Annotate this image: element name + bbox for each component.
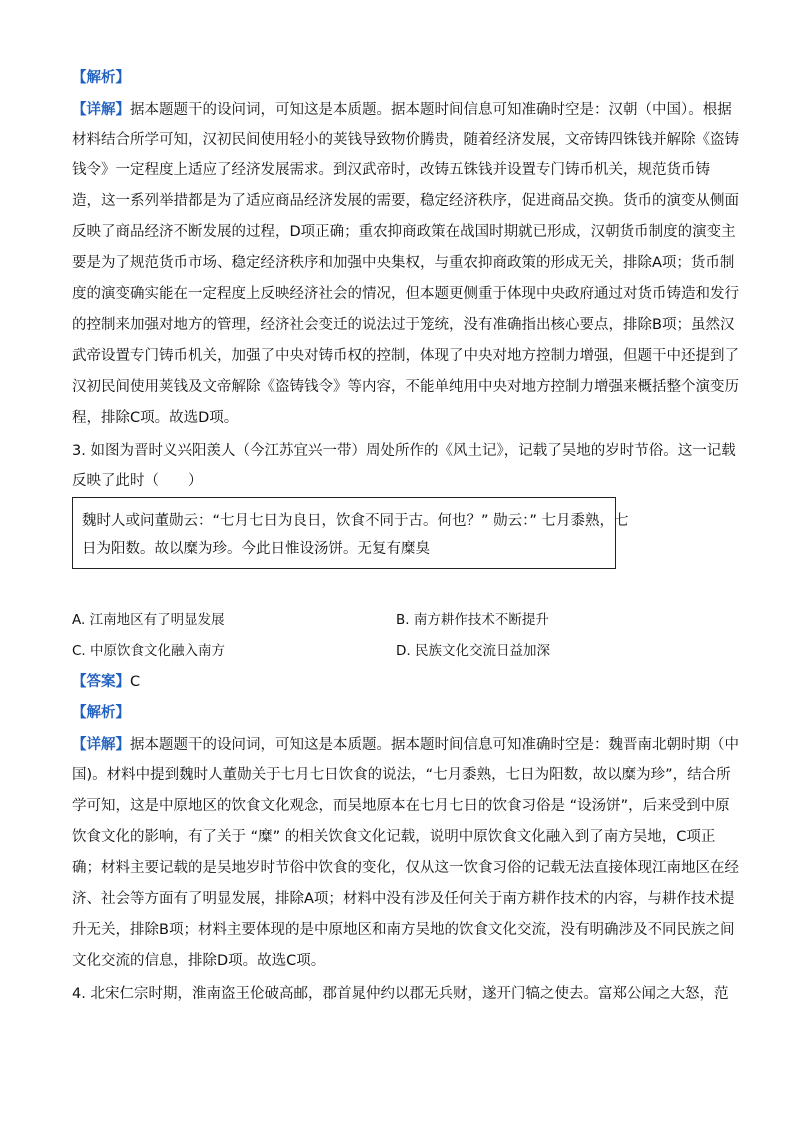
- detail-line: 国)。材料中提到魏时人董勋关于七月七日饮食的说法，“七月黍熟，七日为阳数，故以糜为珍”，结合所: [72, 767, 731, 783]
- option-b[interactable]: B. 南方耕作技术不断提升: [396, 612, 549, 628]
- source-quote-box: [72, 497, 629, 569]
- question-stem: 反映了此时（ ）: [72, 473, 203, 489]
- detail-line: 济、社会等方面有了明显发展，排除A项；材料中没有涉及任何关于南方耕作技术的内容，与耕作技术提: [72, 891, 735, 907]
- detail-line: [72, 100, 732, 120]
- detail-text: 据本题题干的设问词，可知这是本质题。据本题时间信息可知准确时空是：魏晋南北朝时期（中: [130, 737, 739, 753]
- detail-line: 程，排除C项。故选D项。: [72, 410, 239, 426]
- option-c[interactable]: C. 中原饮食文化融入南方: [72, 643, 226, 659]
- detail-line: 材料结合所学可知，汉初民间使用轻小的荚钱导致物价腾贵，随着经济发展，文帝铸四铢钱并解除《盗铸: [72, 132, 739, 148]
- detail-line: 饮食文化的影响，有了关于 “糜” 的相关饮食文化记载，说明中原饮食文化融入到了南方吴地，C项正: [72, 829, 716, 845]
- answer-value: C: [130, 674, 141, 690]
- quote-line: 魏时人或问董勋云：“七月七日为良日，饮食不同于古。何也？” 勋云：” 七月黍熟，七: [82, 513, 629, 529]
- question-stem: 3. 如图为晋时义兴阳羡人（今江苏宜兴一带）周处所作的《风土记》，记载了吴地的岁时节俗。这一记载: [72, 443, 736, 459]
- detail-line: 反映了商品经济不断发展的过程，D项正确；重农抑商政策在战国时期就已形成，汉朝货币制度的演变主: [72, 224, 736, 240]
- option-d[interactable]: D. 民族文化交流日益加深: [396, 643, 550, 659]
- answer-label: 【答案】: [72, 674, 130, 690]
- detail-line: 钱令》一定程度上适应了经济发展需求。到汉武帝时，改铸五铢钱并设置专门铸币机关，规范货币铸: [72, 162, 710, 178]
- detail-line: 造，这一系列举措都是为了适应商品经济发展的需要，稳定经济秩序，促进商品交换。货币的演变从侧面: [72, 193, 739, 209]
- detail-line: 要是为了规范货币市场、稳定经济秩序和加强中央集权，与重农抑商政策的形成无关，排除A项；货币制: [72, 255, 735, 271]
- detail-line: 度的演变确实能在一定程度上反映经济社会的情况，但本题更侧重于体现中央政府通过对货币铸造和发行: [72, 286, 739, 302]
- detail-text: 据本题题干的设问词，可知这是本质题。据本题时间信息可知准确时空是：汉朝（中国）。根据: [130, 102, 732, 118]
- detail-line: 武帝设置专门铸币机关，加强了中央对铸币权的控制，体现了中央对地方控制力增强，但题干中还提到了: [72, 348, 739, 364]
- detail-tag: 【详解】: [72, 102, 130, 118]
- detail-line: 文化交流的信息，排除D项。故选C项。: [72, 953, 326, 969]
- analysis-label: 【解析】: [72, 705, 130, 721]
- detail-line: 汉初民间使用荚钱及文帝解除《盗铸钱令》等内容，不能单纯用中央对地方控制力增强来概括整个演变历: [72, 379, 739, 395]
- detail-line: 升无关，排除B项；材料主要体现的是中原地区和南方吴地的饮食文化交流，没有明确涉及不同民族之间: [72, 922, 735, 938]
- detail-line: 学可知，这是中原地区的饮食文化观念，而吴地原本在七月七日的饮食习俗是 “设汤饼”，后来受到中原: [72, 798, 730, 814]
- detail-line: [72, 735, 739, 755]
- analysis-label: 【解析】: [72, 70, 130, 86]
- question-stem: 4. 北宋仁宗时期，淮南盗王伦破高邮，郡首晁仲约以郡无兵财，遂开门犒之使去。富郑公闻之大怒，范: [72, 986, 729, 1002]
- detail-line: 确；材料主要记载的是吴地岁时节俗中饮食的变化，仅从这一饮食习俗的记载无法直接体现江南地区在经: [72, 860, 739, 876]
- option-a[interactable]: A. 江南地区有了明显发展: [72, 612, 225, 628]
- quote-line: 日为阳数。故以糜为珍。今此日惟设汤饼。无复有糜臭: [82, 541, 430, 557]
- answer-line: [72, 672, 732, 692]
- detail-tag: 【详解】: [72, 737, 130, 753]
- detail-line: 的控制来加强对地方的管理，经济社会变迁的说法过于笼统，没有准确指出核心要点，排除B项；虽然汉: [72, 317, 735, 333]
